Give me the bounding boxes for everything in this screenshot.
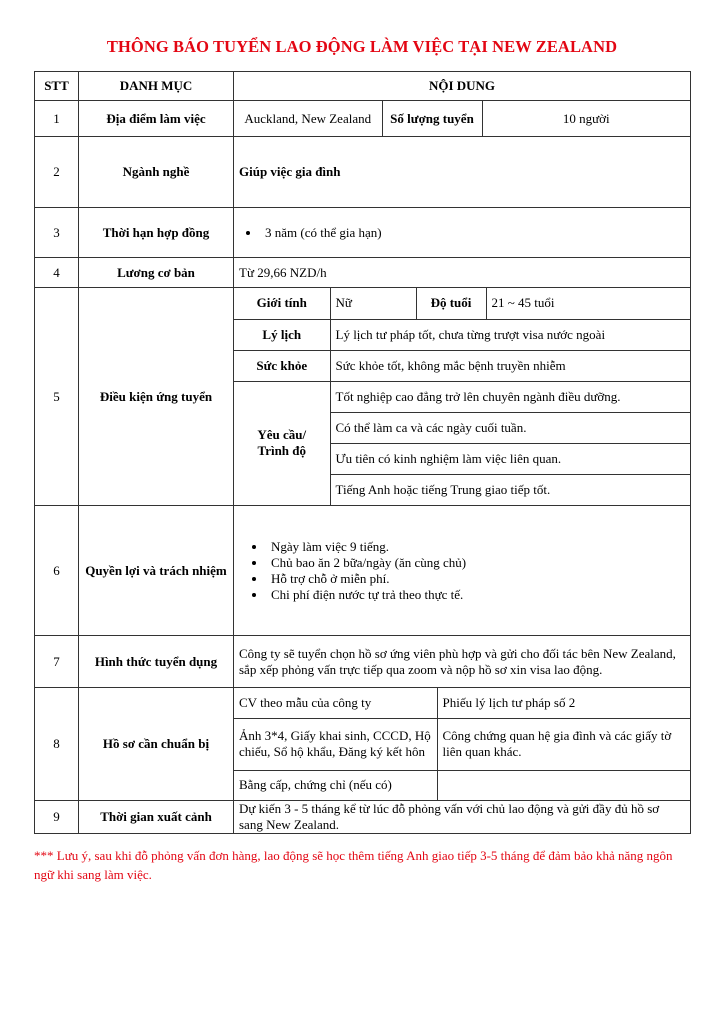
document-item: Phiếu lý lịch tư pháp số 2 <box>437 688 690 718</box>
row-stt: 9 <box>35 801 79 834</box>
gender-label: Giới tính <box>234 288 330 319</box>
health-value: Sức khỏe tốt, không mắc bệnh truyền nhiễm <box>330 350 690 381</box>
age-value: 21 ~ 45 tuổi <box>486 288 690 319</box>
row-content <box>234 688 691 801</box>
row-stt: 5 <box>35 288 79 506</box>
list-item: • Chi phí điện nước tự trả theo thực tế. <box>267 587 685 603</box>
row-category: Điều kiện ứng tuyển <box>79 288 234 506</box>
row-stt: 2 <box>35 137 79 208</box>
row-category: Hình thức tuyển dụng <box>79 636 234 688</box>
requirement-item: Tiếng Anh hoặc tiếng Trung giao tiếp tốt. <box>330 474 690 505</box>
health-label: Sức khỏe <box>234 350 330 381</box>
row-stt: 3 <box>35 208 79 258</box>
requirements-label <box>234 381 330 505</box>
row-content: Dự kiến 3 - 5 tháng kể từ lúc đỗ phỏng vấn với chủ lao động và gửi đầy đủ hồ sơ sang New Zealand. <box>234 801 691 834</box>
document-item: CV theo mẫu của công ty <box>234 688 437 718</box>
row-content: Giúp việc gia đình <box>234 137 691 208</box>
list-item: • Hỗ trợ chỗ ở miễn phí. <box>267 571 685 587</box>
row-category: Địa điểm làm việc <box>79 101 234 137</box>
document-item: Ảnh 3*4, Giấy khai sinh, CCCD, Hộ chiếu, Sổ hộ khẩu, Đăng ký kết hôn <box>234 718 437 770</box>
row-stt: 6 <box>35 506 79 636</box>
row-category: Ngành nghề <box>79 137 234 208</box>
document-item <box>437 770 690 800</box>
table-row <box>35 506 691 636</box>
row-content: Công ty sẽ tuyển chọn hồ sơ ứng viên phù hợp và gửi cho đối tác bên New Zealand, sắp xếp phỏng vấn trực tiếp qua zoom và nộp hồ sơ xin visa lao động. <box>234 636 691 688</box>
table-row <box>35 801 691 834</box>
requirements-label-line: Yêu cầu/ <box>257 427 307 443</box>
document-item: Bằng cấp, chứng chỉ (nếu có) <box>234 770 437 800</box>
list-item: • Chủ bao ăn 2 bữa/ngày (ăn cùng chủ) <box>267 555 685 571</box>
requirement-item: Có thể làm ca và các ngày cuối tuần. <box>330 412 690 443</box>
background-value: Lý lịch tư pháp tốt, chưa từng trượt visa nước ngoài <box>330 319 690 350</box>
header-content: NỘI DUNG <box>234 72 691 101</box>
table-row <box>35 636 691 688</box>
row-content: Từ 29,66 NZD/h <box>234 258 691 288</box>
row-content <box>234 101 691 137</box>
table-row <box>35 101 691 137</box>
row-content <box>234 208 691 258</box>
row-category: Quyền lợi và trách nhiệm <box>79 506 234 636</box>
table-row <box>35 288 691 506</box>
recruitment-table <box>34 71 691 834</box>
quantity-value: 10 người <box>482 101 690 136</box>
gender-value: Nữ <box>330 288 416 319</box>
row-stt: 4 <box>35 258 79 288</box>
list-item: • 3 năm (có thể gia hạn) <box>261 225 685 241</box>
row-category: Hồ sơ cần chuẩn bị <box>79 688 234 801</box>
table-row <box>35 208 691 258</box>
document-item: Công chứng quan hệ gia đình và các giấy tờ liên quan khác. <box>437 718 690 770</box>
table-header-row <box>35 72 691 101</box>
background-label: Lý lịch <box>234 319 330 350</box>
row-stt: 7 <box>35 636 79 688</box>
header-category: DANH MỤC <box>79 72 234 101</box>
table-row <box>35 258 691 288</box>
requirements-label-line: Trình độ <box>257 443 307 459</box>
row-content <box>234 506 691 636</box>
row-stt: 1 <box>35 101 79 137</box>
row-content <box>234 288 691 506</box>
row-category: Thời hạn hợp đồng <box>79 208 234 258</box>
footnote: *** Lưu ý, sau khi đỗ phỏng vấn đơn hàng, lao động sẽ học thêm tiếng Anh giao tiếp 3-5 tháng để đảm bảo khả năng ngôn ngữ khi sang làm việc. <box>34 848 673 882</box>
row-category: Thời gian xuất cảnh <box>79 801 234 834</box>
age-label: Độ tuổi <box>416 288 486 319</box>
list-item: • Ngày làm việc 9 tiếng. <box>267 539 685 555</box>
row-stt: 8 <box>35 688 79 801</box>
requirement-item: Ưu tiên có kinh nghiệm làm việc liên quan. <box>330 443 690 474</box>
row-category: Lương cơ bản <box>79 258 234 288</box>
quantity-label: Số lượng tuyển <box>382 101 482 136</box>
header-stt: STT <box>35 72 79 101</box>
table-row <box>35 137 691 208</box>
requirement-item: Tốt nghiệp cao đẳng trở lên chuyên ngành điều dưỡng. <box>330 381 690 412</box>
work-location: Auckland, New Zealand <box>234 101 382 136</box>
page-title: THÔNG BÁO TUYỂN LAO ĐỘNG LÀM VIỆC TẠI NEW ZEALAND <box>106 37 618 56</box>
table-row <box>35 688 691 801</box>
